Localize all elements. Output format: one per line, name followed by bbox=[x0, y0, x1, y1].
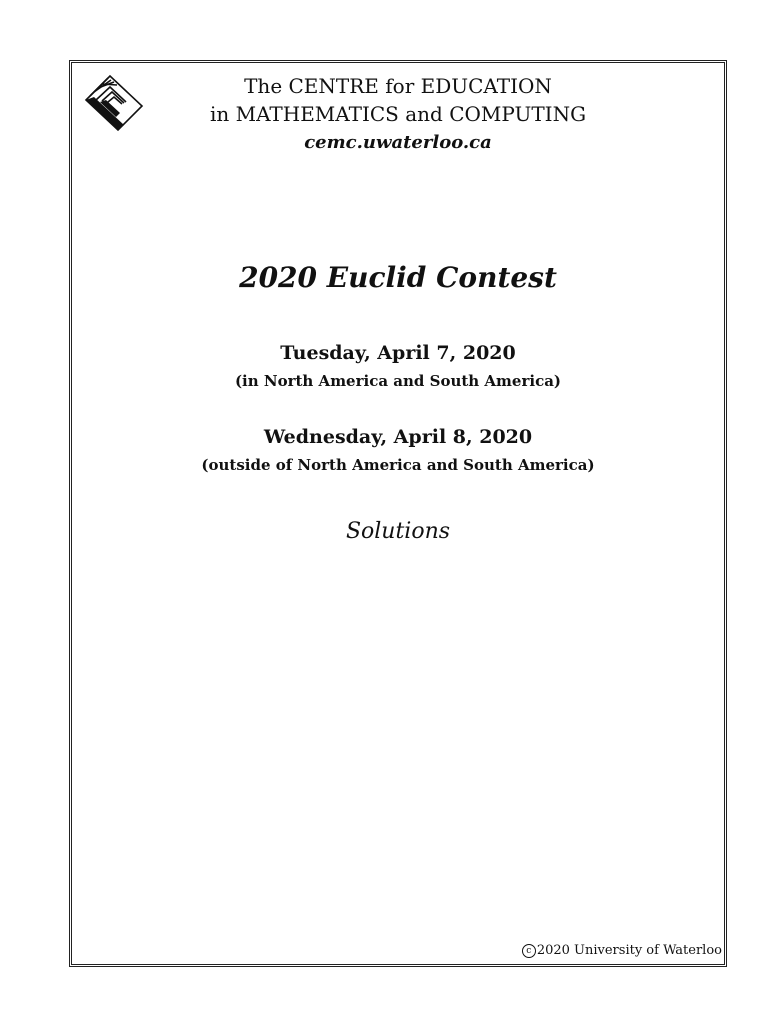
copyright-text: 2020 University of Waterloo bbox=[536, 943, 722, 958]
organization-line-2: in MATHEMATICS and COMPUTING bbox=[209, 102, 587, 126]
copyright-icon: c bbox=[522, 944, 536, 958]
organization-name bbox=[72, 72, 724, 128]
organization-line-1: The CENTRE for EDUCATION bbox=[244, 74, 552, 98]
copyright-notice bbox=[522, 942, 722, 960]
document-subtitle: Solutions bbox=[345, 519, 451, 544]
contest-date-1: Tuesday, April 7, 2020 bbox=[280, 342, 516, 364]
contest-region-1: (in North America and South America) bbox=[234, 372, 562, 390]
page-border bbox=[69, 60, 727, 967]
contest-title: 2020 Euclid Contest bbox=[239, 261, 557, 294]
website-link[interactable]: cemc.uwaterloo.ca bbox=[304, 132, 492, 153]
contest-date-2: Wednesday, April 8, 2020 bbox=[263, 426, 533, 448]
contest-region-2: (outside of North America and South America) bbox=[201, 456, 595, 474]
